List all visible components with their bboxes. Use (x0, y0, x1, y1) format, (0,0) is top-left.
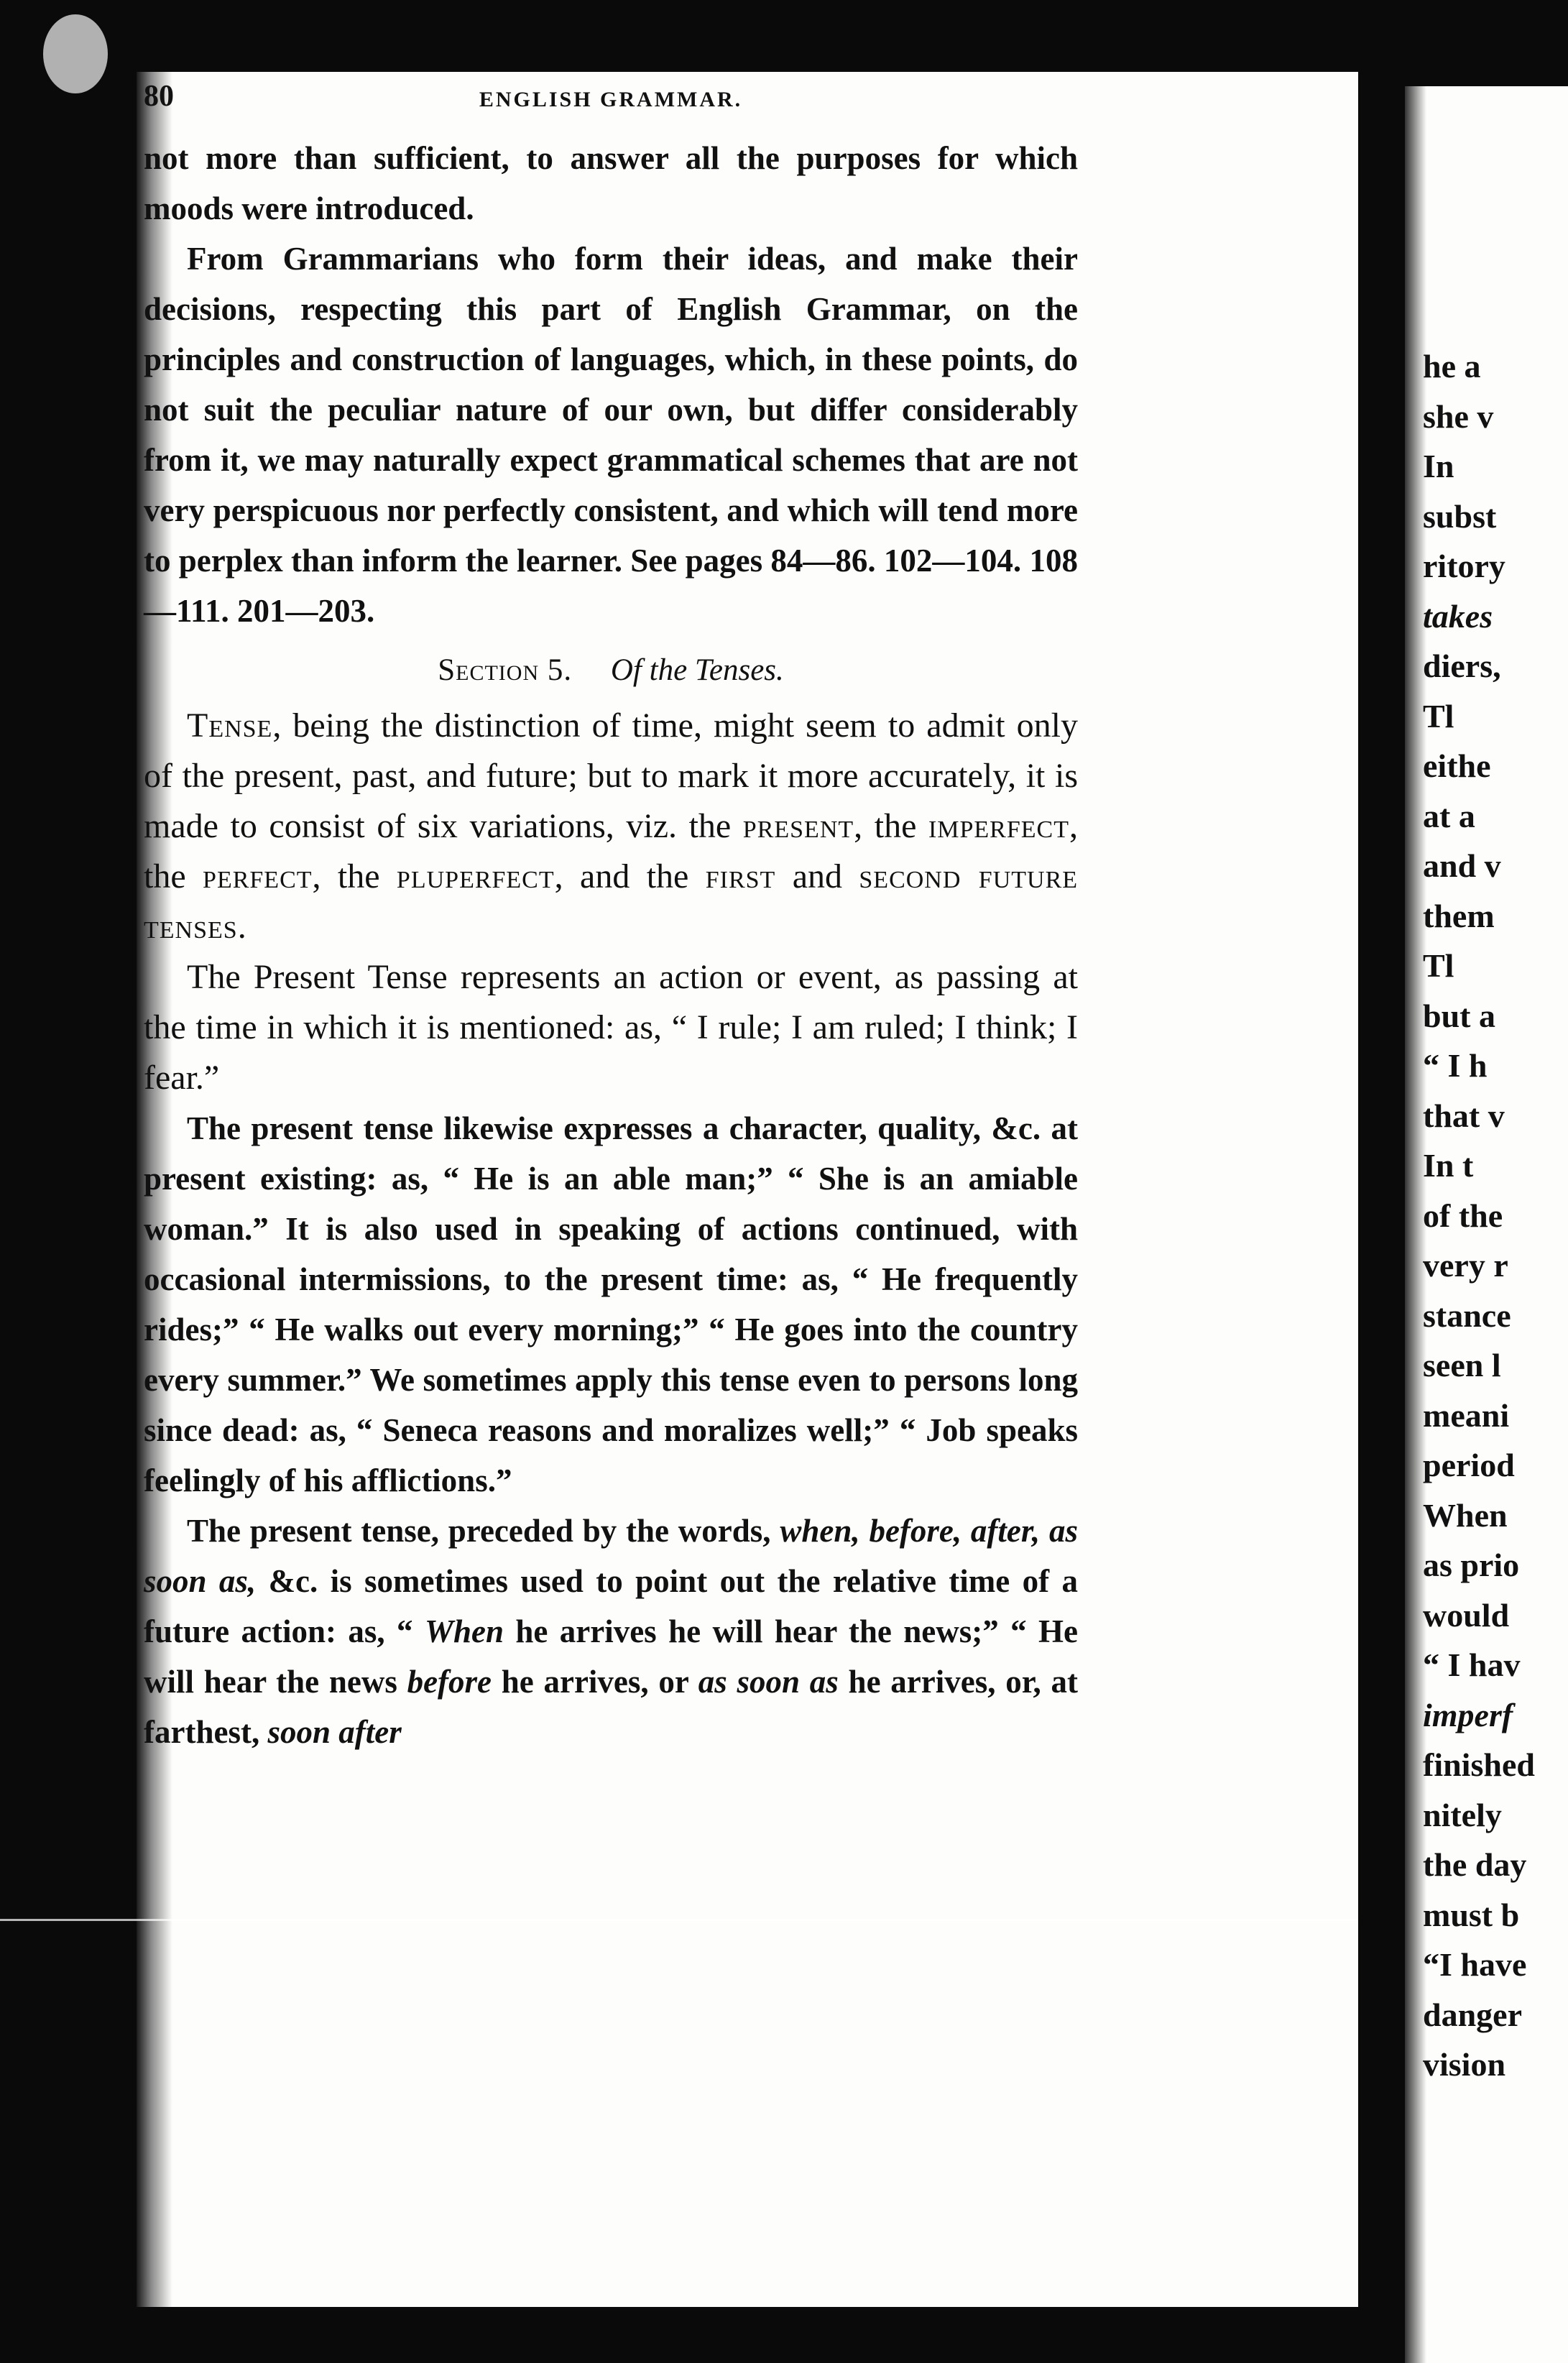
paragraph-2: From Grammarians who form their ideas, and make their decisions, respecting this part of English Grammar, on the principles and construction of languages, which, in these points, do not suit the peculiar nature of our own, but differ considerably from it, we may naturally expect grammatical schemes that are not very perspicuous nor perfectly consistent, and which will tend more to perplex than inform the learner. See pages 84—86. 102—104. 108—111. 201—203. (144, 241, 1078, 629)
term-present: present (742, 807, 854, 845)
facing-page-line: them (1423, 897, 1495, 934)
section-label: Section 5. (438, 653, 573, 687)
facing-page-line: would (1423, 1596, 1510, 1634)
facing-page-line: ritory (1423, 548, 1505, 584)
term-pluperfect: pluperfect (396, 857, 555, 895)
facing-page-line: diers, (1423, 648, 1501, 684)
facing-page-line: she v (1423, 397, 1494, 435)
facing-page-line: very r (1423, 1247, 1508, 1284)
facing-page-line: stance (1423, 1296, 1511, 1334)
facing-page-line: but a (1423, 997, 1495, 1034)
term-tenses: tenses (144, 908, 238, 946)
facing-page-line: he a (1423, 348, 1481, 384)
facing-page-line: that v (1423, 1097, 1505, 1134)
section-heading (144, 649, 1078, 692)
facing-page-line: period (1423, 1447, 1515, 1483)
term-second-future: second future (859, 857, 1079, 895)
facing-page-line: must b (1423, 1896, 1520, 1933)
term-tense: Tense (187, 706, 273, 745)
facing-page-line: “ I hav (1423, 1646, 1521, 1683)
paragraph-3: Tense, being the distinction of time, might seem to admit only of the present, past, and future; but to mark it more accurately, it is made to consist of six variations, viz. the present, the imperfect, the perfect, the pluperfect, and the first and second future tenses. (144, 706, 1079, 946)
section-title: Of the Tenses. (610, 653, 784, 687)
facing-page-line: seen l (1423, 1347, 1501, 1383)
running-head: ENGLISH GRAMMAR. (479, 88, 743, 111)
facing-page-line: Tl (1423, 947, 1454, 984)
paragraph-4: The Present Tense represents an action or event, as passing at the time in which it is mentioned: as, “ I rule; I am ruled; I think; I fear.” (144, 958, 1078, 1097)
facing-page-line: as prio (1423, 1547, 1520, 1583)
facing-page-line: When (1423, 1496, 1508, 1534)
facing-page-line: In t (1423, 1147, 1474, 1184)
facing-page-line: nitely (1423, 1796, 1502, 1833)
page-number: 80 (144, 80, 174, 113)
facing-page-line: Tl (1423, 697, 1454, 734)
facing-page-text (1423, 341, 1568, 2090)
term-perfect: perfect (203, 857, 313, 895)
paragraph-5: The present tense likewise expresses a character, quality, &c. at present existing: as, “ He is an able man;” “ She is an amiable woman.” It is also used in speaking of actions continued, with occasional intermissions, to the present time: as, “ He frequently rides;” “ He walks out every morning;” “ He goes into the country every summer.” We sometimes apply this tense even to persons long since dead: as, “ Seneca reasons and moralizes well;” “ Job speaks feelingly of his afflictions.” (144, 1110, 1078, 1498)
facing-page (1405, 86, 1568, 2363)
facing-page-line: and v (1423, 847, 1501, 884)
facing-page-line: of the (1423, 1197, 1503, 1234)
facing-page-line: at a (1423, 797, 1475, 834)
facing-page-line: “I have (1423, 1946, 1527, 1983)
facing-page-line: subst (1423, 497, 1497, 535)
paragraph-6: The present tense, preceded by the words, when, before, after, as soon as, &c. is sometimes used to point out the relative time of a future action: as, “ When he arrives he will hear the news;” “ He will hear the news before he arrives, or as soon as he arrives, or, at farthest, soon after (144, 1513, 1078, 1750)
binding-stain (43, 14, 108, 93)
term-imperfect: imperfect (928, 807, 1069, 845)
facing-page-line: imperf (1423, 1696, 1513, 1733)
page-body (144, 133, 1078, 1757)
facing-page-line: the day (1423, 1846, 1527, 1883)
facing-page-line: vision (1423, 2046, 1506, 2083)
facing-page-line: danger (1423, 1996, 1522, 2033)
facing-page-line: takes (1423, 597, 1493, 635)
facing-page-line: finished (1423, 1746, 1535, 1783)
term-first: first (705, 857, 776, 895)
facing-page-line: eithe (1423, 747, 1491, 784)
facing-page-line: In (1423, 448, 1454, 484)
paragraph-1: not more than sufficient, to answer all the purposes for which moods were introduced. (144, 140, 1078, 226)
facing-page-line: “ I h (1423, 1047, 1488, 1084)
facing-page-line: meani (1423, 1396, 1510, 1434)
scan-fold-line (0, 1919, 1358, 1921)
